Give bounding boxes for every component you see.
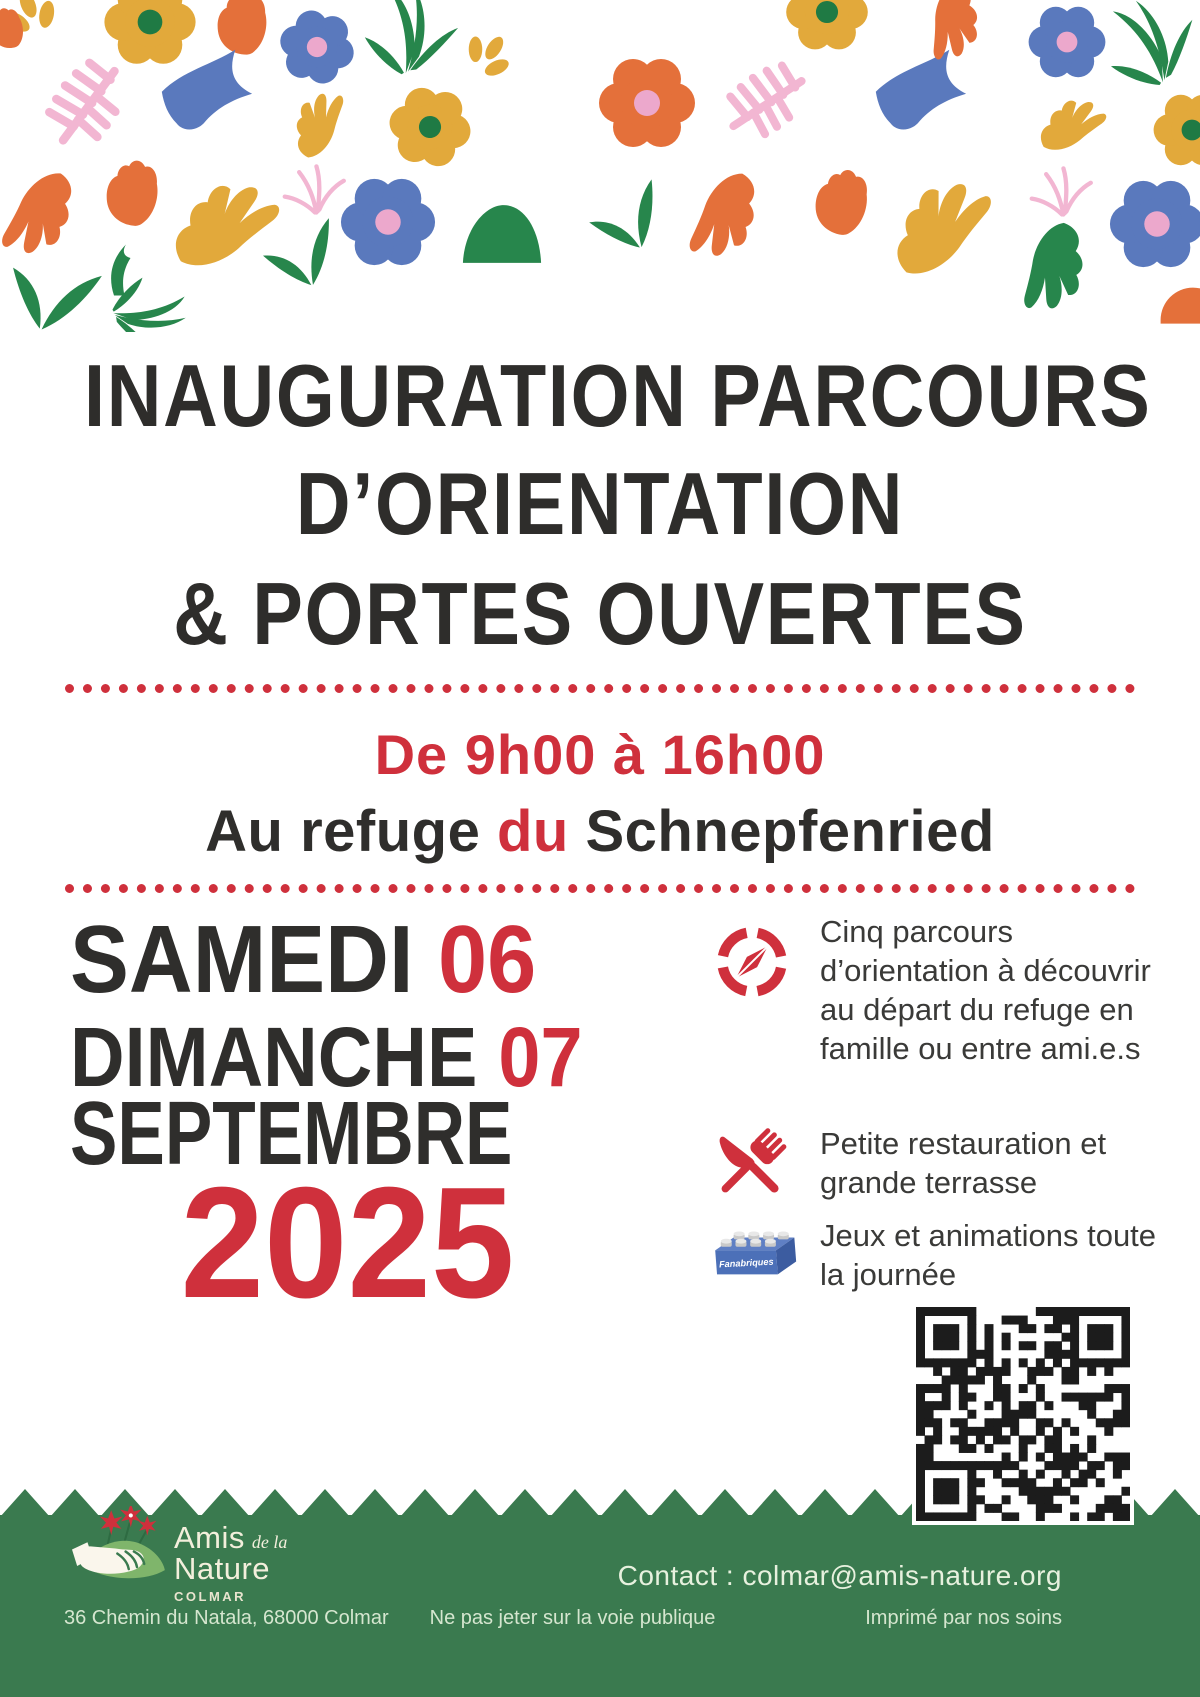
deco-leafpair-shape — [0, 240, 102, 332]
venue-text-2: Schnepfenried — [568, 799, 995, 864]
deco-flower-shape — [599, 59, 695, 147]
deco-wing-shape — [162, 50, 252, 130]
info-text-orientation: Cinq parcours d’orientation à découvrir au départ du refuge en famille ou entre ami.e.s — [820, 914, 1151, 1066]
dotted-divider-bottom — [65, 884, 1135, 893]
deco-hand-shape — [892, 182, 997, 275]
info-text-games: Jeux et animations toute la journée — [820, 1218, 1157, 1292]
qr-code — [912, 1303, 1134, 1525]
contact-email: Contact : colmar@amis-nature.org — [617, 1560, 1062, 1591]
footer-notice: Ne pas jeter sur la voie publique — [429, 1607, 716, 1629]
footer-address: 36 Chemin du Natala, 68000 Colmar — [64, 1607, 389, 1629]
deco-tulip-shape — [816, 170, 867, 235]
deco-leafpair-shape — [259, 218, 340, 292]
event-venue — [0, 798, 1200, 865]
deco-tulip-shape — [213, 0, 271, 58]
deco-halfdisc-shape — [1161, 288, 1200, 324]
deco-flower-shape — [104, 0, 195, 64]
deco-hand-shape — [906, 0, 996, 68]
deco-spray-shape — [1032, 168, 1091, 214]
deco-hand-shape — [1039, 95, 1108, 158]
logo-city: COLMAR — [174, 1589, 247, 1604]
deco-flower-shape — [272, 4, 362, 90]
footer-printed: Imprimé par nos soins — [865, 1607, 1062, 1629]
deco-flower-shape — [786, 0, 868, 49]
day-label: SAMEDI — [70, 906, 414, 1013]
dotted-divider-top — [65, 684, 1135, 693]
deco-fern-shape — [41, 58, 127, 145]
deco-flower-shape — [1154, 95, 1200, 165]
deco-flower-shape — [1029, 7, 1106, 77]
title-line-1: INAUGURATION PARCOURS — [84, 346, 1152, 445]
info-text-food: Petite restauration et grande terrasse — [820, 1126, 1107, 1200]
deco-frond-shape — [1099, 0, 1200, 94]
venue-text: Au refuge — [205, 799, 497, 864]
deco-hand-shape — [672, 170, 772, 264]
lego-brick-icon — [706, 1226, 798, 1284]
compass-icon — [712, 922, 792, 1002]
deco-spray-shape — [285, 166, 344, 212]
deco-hill-shape — [463, 205, 541, 263]
day-number: 06 — [438, 906, 537, 1013]
venue-accent-word: du — [496, 799, 569, 864]
deco-tulip-shape — [104, 159, 160, 227]
day-label: DIMANCHE — [70, 1010, 478, 1104]
deco-petals-shape — [456, 24, 522, 86]
lego-brand-label: Fanabriques — [718, 1256, 774, 1270]
deco-hand-shape — [173, 178, 282, 276]
date-line-saturday — [70, 906, 537, 1013]
date-year: 2025 — [180, 1155, 515, 1331]
deco-fern-shape — [726, 59, 804, 138]
deco-flower-shape — [341, 179, 435, 265]
deco-flower-shape — [1110, 181, 1200, 267]
title-line-2: D’ORIENTATION — [295, 454, 905, 553]
deco-wing-shape — [876, 50, 966, 130]
deco-hand-shape — [282, 86, 360, 160]
deco-leafpair-shape — [583, 179, 668, 258]
title-line-3: & PORTES OUVERTES — [173, 564, 1027, 663]
deco-fin-shape — [111, 245, 130, 296]
deco-hand-shape — [0, 170, 85, 259]
deco-frond-shape — [359, 0, 465, 84]
day-number: 07 — [498, 1010, 583, 1104]
date-line-month: SEPTEMBRE — [70, 1084, 513, 1184]
deco-hand-shape — [998, 218, 1103, 319]
logo-word-nature: Nature — [174, 1551, 271, 1586]
deco-flower-shape — [383, 83, 476, 171]
floral-header-decoration — [0, 0, 1200, 332]
cutlery-icon — [708, 1122, 792, 1206]
logo-script-dela: de la — [251, 1532, 288, 1552]
logo-word-amis: Amis — [174, 1520, 245, 1555]
event-time: De 9h00 à 16h00 — [374, 723, 826, 786]
